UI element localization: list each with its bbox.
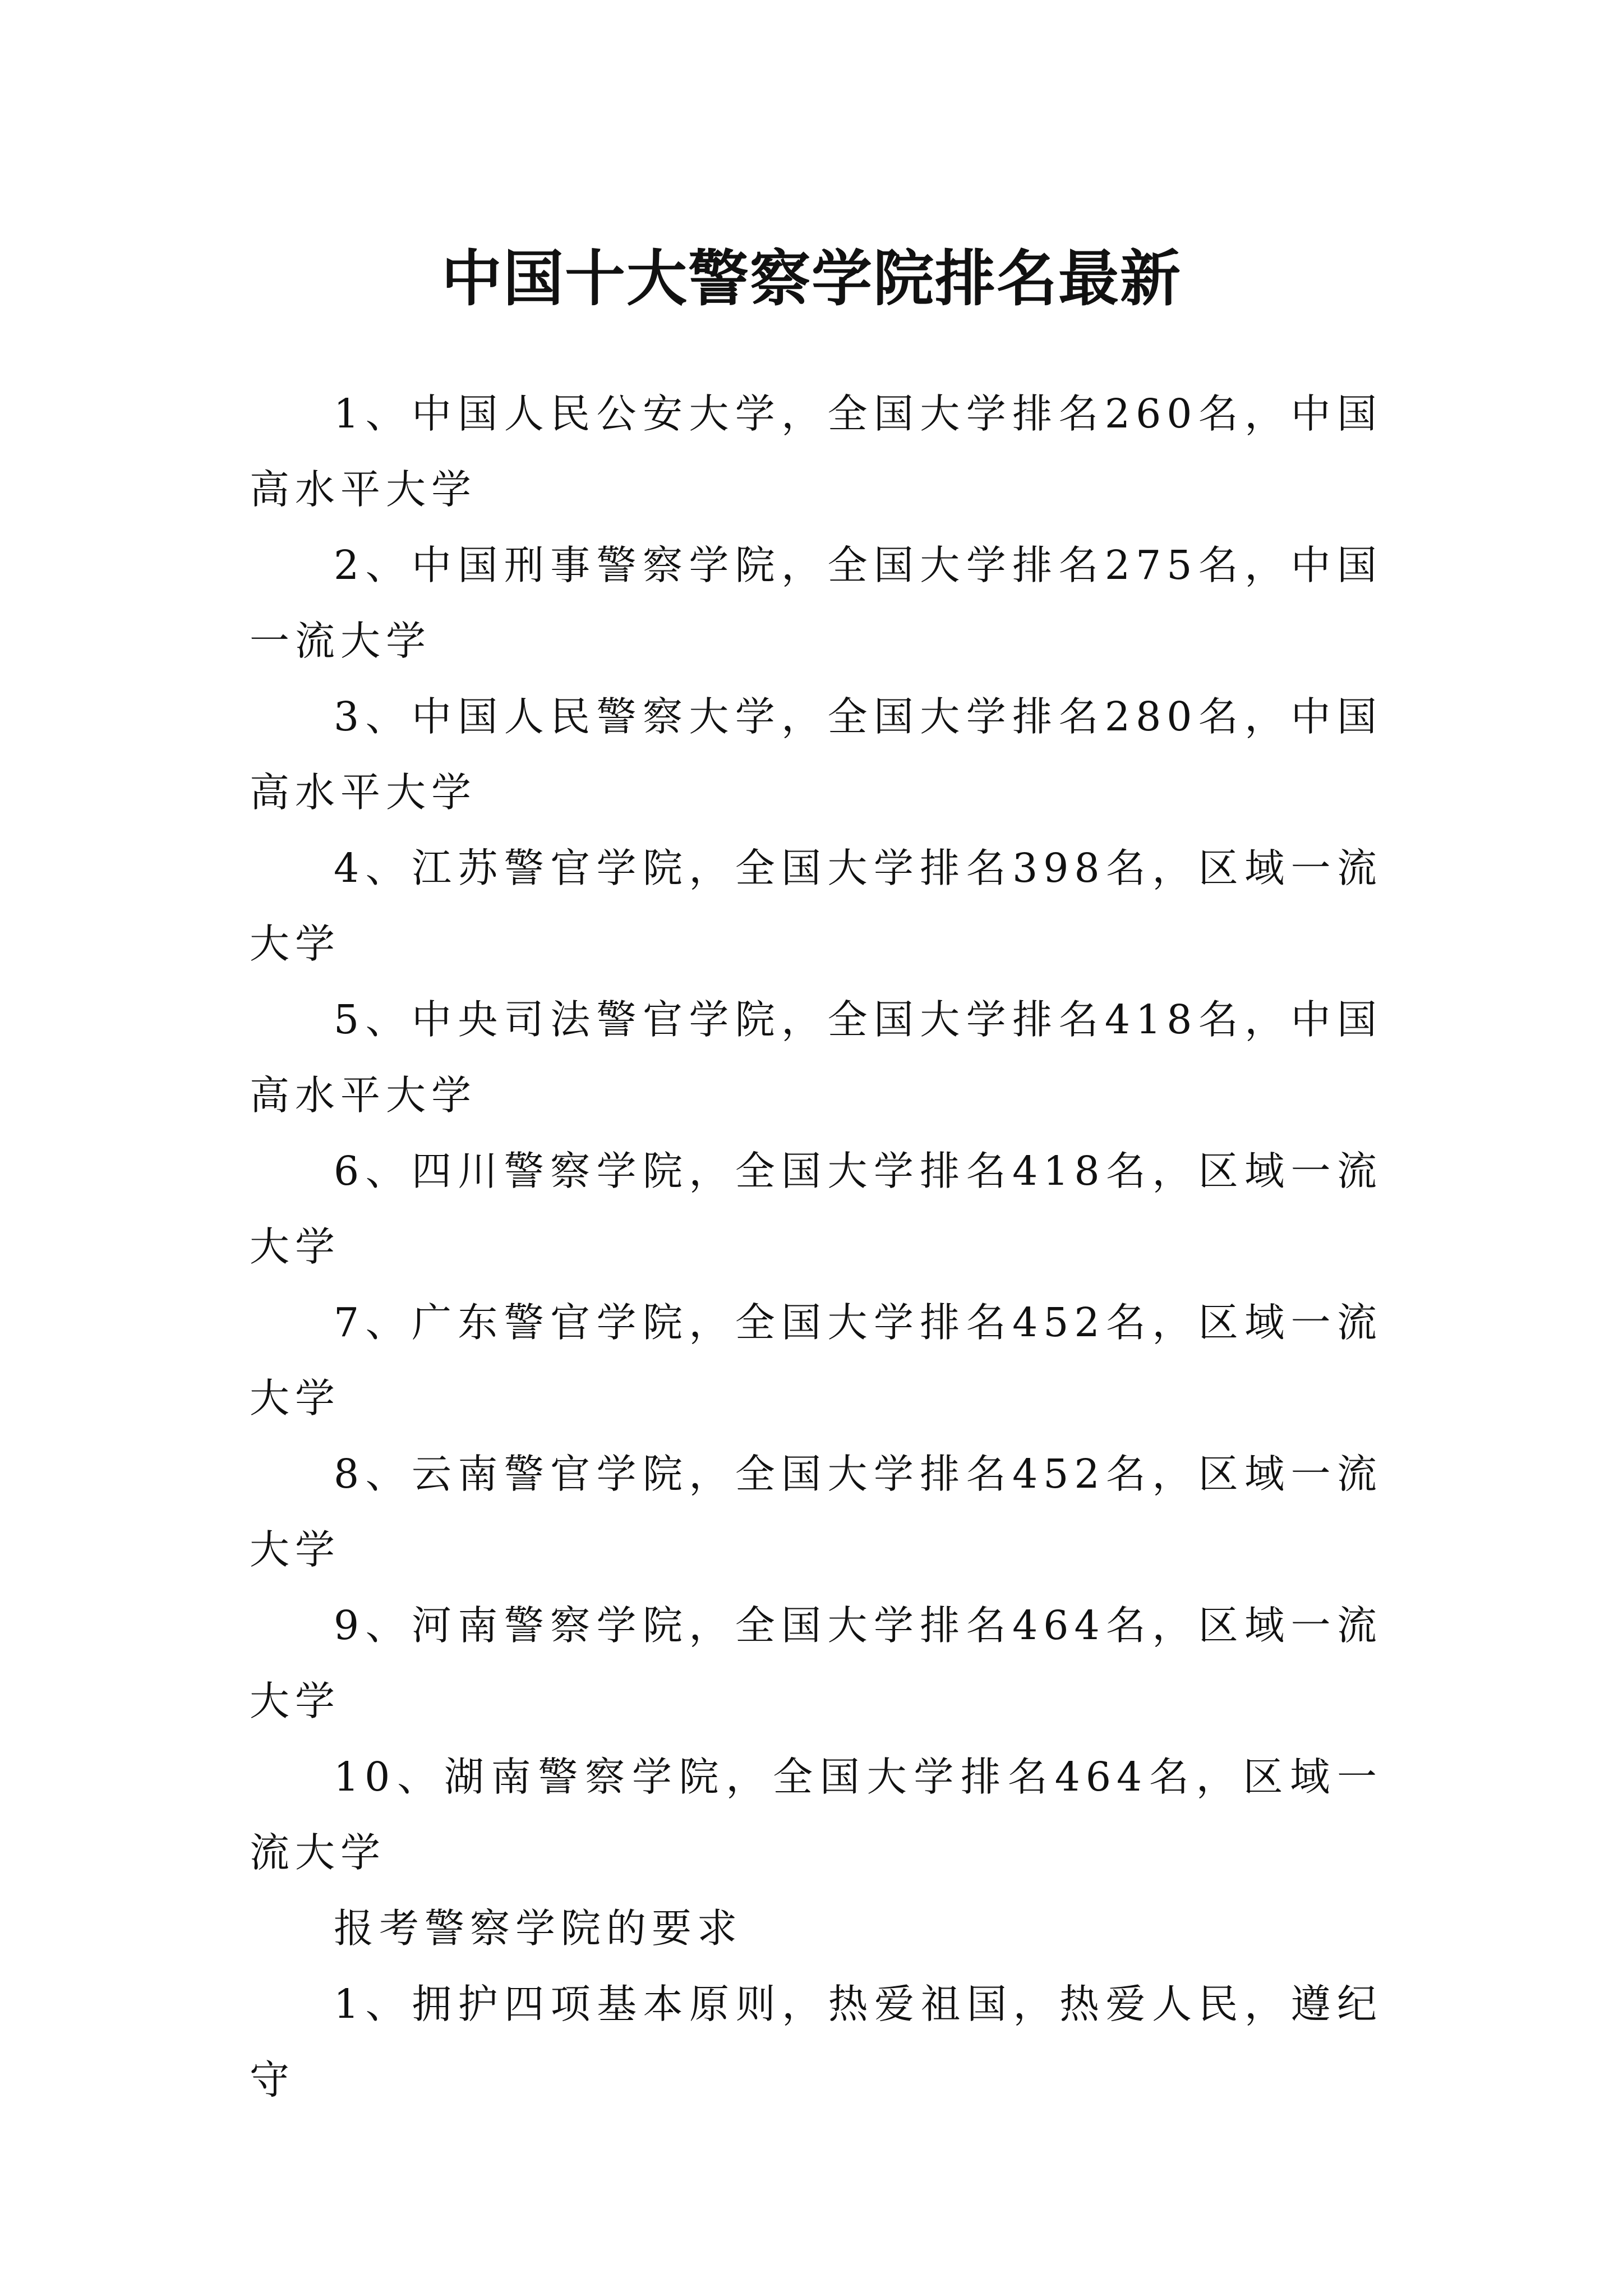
requirement-item-1: 1、拥护四项基本原则，热爱祖国，热爱人民，遵纪守 xyxy=(250,1981,1382,2103)
document-body xyxy=(250,376,1382,2118)
ranking-item-5: 5、中央司法警官学院，全国大学排名418名，中国高水平大学 xyxy=(250,996,1382,1119)
ranking-item-8: 8、云南警官学院，全国大学排名452名，区域一流大学 xyxy=(250,1451,1382,1573)
ranking-item-9: 9、河南警察学院，全国大学排名464名，区域一流大学 xyxy=(250,1602,1382,1724)
ranking-item-2: 2、中国刑事警察学院，全国大学排名275名，中国一流大学 xyxy=(250,542,1382,664)
ranking-item-4: 4、江苏警官学院，全国大学排名398名，区域一流大学 xyxy=(250,845,1382,967)
ranking-item-6: 6、四川警察学院，全国大学排名418名，区域一流大学 xyxy=(250,1148,1382,1270)
section-heading-requirements: 报考警察学院的要求 xyxy=(334,1905,743,1952)
ranking-item-3: 3、中国人民警察大学，全国大学排名280名，中国高水平大学 xyxy=(250,693,1382,816)
ranking-item-10: 10、湖南警察学院，全国大学排名464名，区域一流大学 xyxy=(250,1754,1382,1876)
ranking-item-1: 1、中国人民公安大学，全国大学排名260名，中国高水平大学 xyxy=(250,390,1382,513)
ranking-item-7: 7、广东警官学院，全国大学排名452名，区域一流大学 xyxy=(250,1299,1382,1421)
page-title: 中国十大警察学院排名最新 xyxy=(441,243,1182,315)
